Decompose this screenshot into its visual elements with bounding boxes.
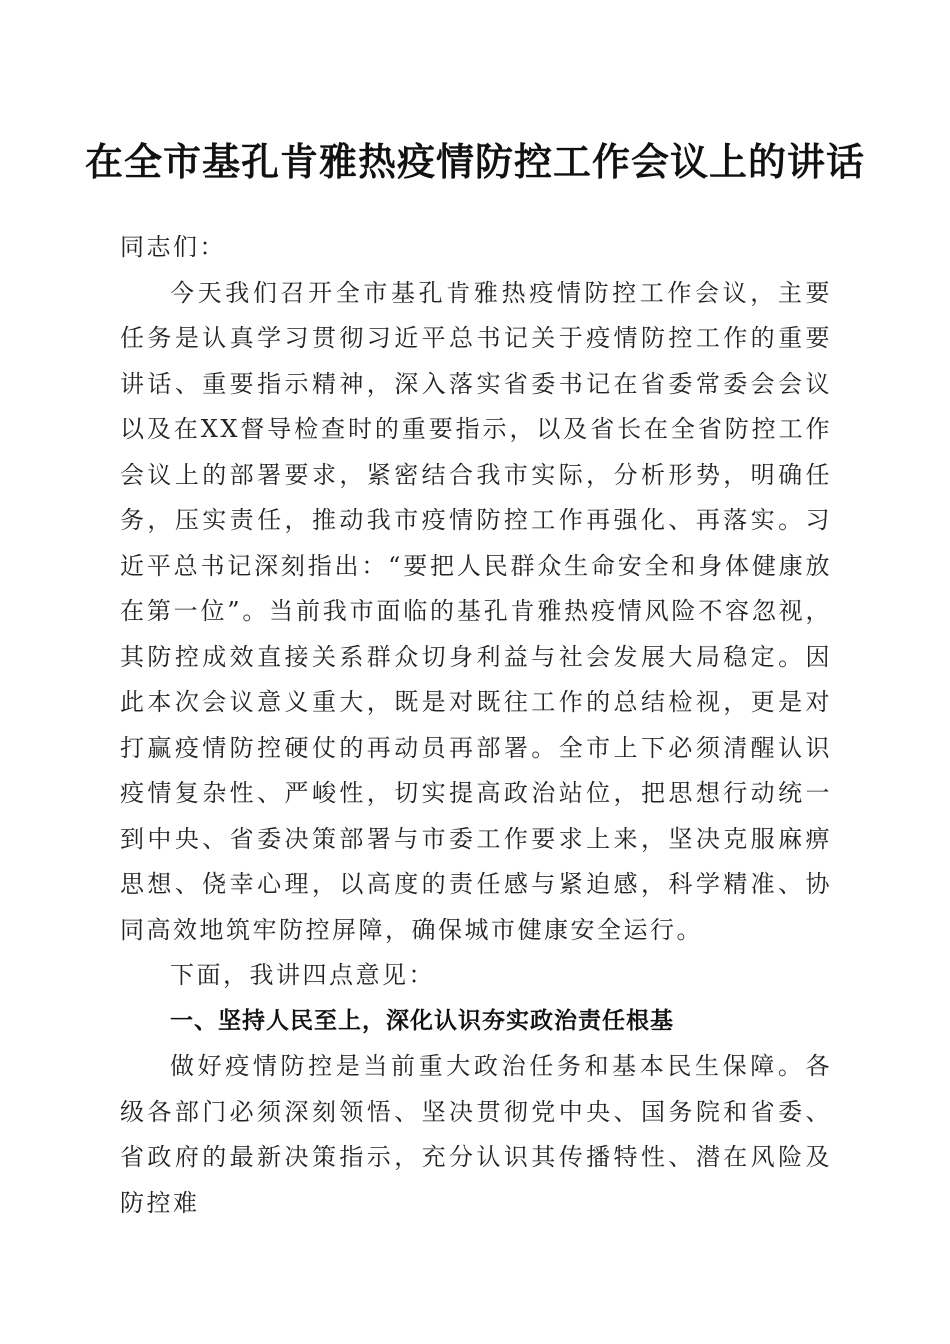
document-title: 在全市基孔肯雅热疫情防控工作会议上的讲话	[84, 139, 865, 184]
body-paragraph: 今天我们召开全市基孔肯雅热疫情防控工作会议，主要任务是认真学习贯彻习近平总书记关于疫情防控工作的重要讲话、重要指示精神，深入落实省委书记在省委常委会会议以及在XX督导检查时的重要指示，以及省长在全省防控工作会议上的部署要求，紧密结合我市实际，分析形势，明确任务，压实责任，推动我市疫情防控工作再强化、再落实。习近平总书记深刻指出：“要把人民群众生命安全和身体健康放在第一位”。当前我市面临的基孔肯雅热疫情风险不容忽视，其防控成效直接关系群众切身利益与社会发展大局稳定。因此本次会议意义重大，既是对既往工作的总结检视，更是对打赢疫情防控硬仗的再动员再部署。全市上下必须清醒认识疫情复杂性、严峻性，切实提高政治站位，把思想行动统一到中央、省委决策部署与市委工作要求上来，坚决克服麻痹思想、侥幸心理，以高度的责任感与紧迫感，科学精准、协同高效地筑牢防控屏障，确保城市健康安全运行。	[120, 278, 832, 944]
document-body	[120, 225, 832, 1226]
body-paragraph: 下面，我讲四点意见：	[170, 961, 435, 989]
salutation: 同志们：	[120, 233, 226, 261]
section-heading: 一、坚持人民至上，深化认识夯实政治责任根基	[170, 1007, 674, 1034]
body-paragraph: 做好疫情防控是当前重大政治任务和基本民生保障。各级各部门必须深刻领悟、坚决贯彻党中央、国务院和省委、省政府的最新决策指示，充分认识其传播特性、潜在风险及防控难	[120, 1052, 832, 1217]
